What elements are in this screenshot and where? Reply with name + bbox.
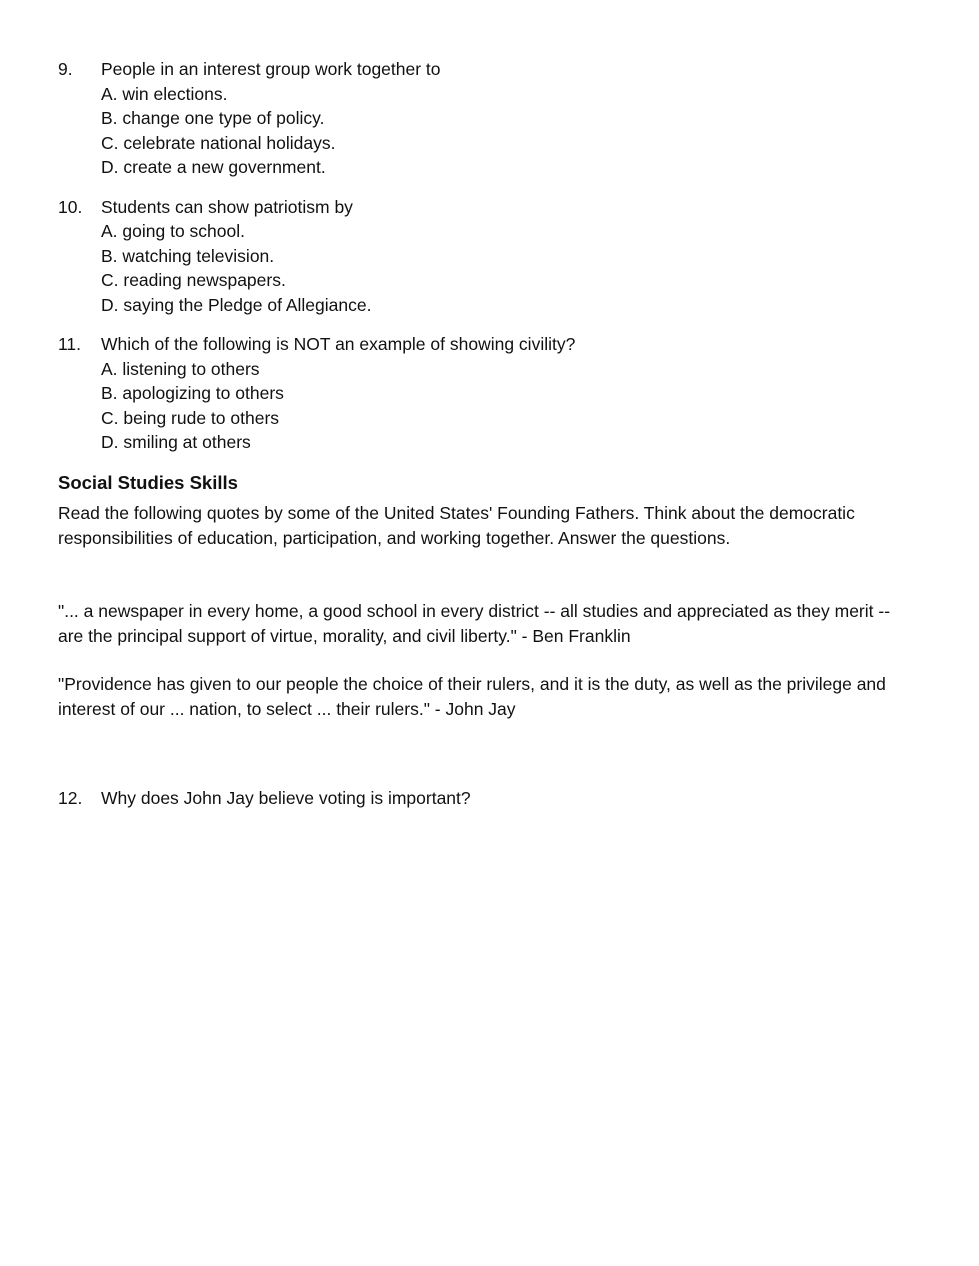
- section-heading: Social Studies Skills: [58, 471, 238, 493]
- question-number: 11.: [58, 334, 82, 354]
- answer-choice-b: B. change one type of policy.: [101, 108, 325, 128]
- question-body: [101, 786, 918, 811]
- question-9: [58, 57, 918, 180]
- quote-john-jay: "Providence has given to our people the choice of their rulers, and it is the duty, as well as the privilege and interest of our ... nation, to select ... their rulers." - John Jay: [58, 674, 886, 719]
- question-body: [101, 332, 918, 455]
- question-number: 12.: [58, 788, 83, 808]
- question-number: 10.: [58, 196, 83, 217]
- quote-ben-franklin: "... a newspaper in every home, a good school in every district -- all studies and appreciated as they merit -- are the principal support of virtue, morality, and civil liberty." - Ben Franklin: [58, 601, 891, 646]
- answer-choice-b: B. apologizing to others: [101, 383, 284, 403]
- section-instructions: Read the following quotes by some of the United States' Founding Fathers. Think about the democratic responsibilities of education, participation, and working together. Answer the questions.: [58, 503, 855, 548]
- answer-choice-c: C. reading newspapers.: [101, 270, 286, 290]
- question-10: [58, 195, 918, 318]
- question-12: [58, 786, 918, 811]
- question-stem: People in an interest group work together to: [101, 59, 441, 79]
- answer-choice-b: B. watching television.: [101, 245, 275, 266]
- question-body: [101, 195, 918, 318]
- answer-choice-d: D. saying the Pledge of Allegiance.: [101, 294, 372, 315]
- answer-choice-d: D. create a new government.: [101, 157, 326, 177]
- question-number: 9.: [58, 59, 73, 79]
- answer-choice-c: C. being rude to others: [101, 407, 280, 428]
- answer-choice-d: D. smiling at others: [101, 432, 251, 452]
- worksheet-page: [58, 57, 918, 826]
- answer-choice-a: A. going to school.: [101, 221, 245, 241]
- question-stem: Which of the following is NOT an example of showing civility?: [101, 334, 576, 354]
- answer-choice-c: C. celebrate national holidays.: [101, 132, 336, 153]
- question-11: [58, 332, 918, 455]
- question-stem: Students can show patriotism by: [101, 196, 353, 217]
- question-body: [101, 57, 918, 180]
- question-stem: Why does John Jay believe voting is important?: [101, 788, 471, 808]
- answer-choice-a: A. win elections.: [101, 83, 228, 104]
- answer-choice-a: A. listening to others: [101, 358, 260, 379]
